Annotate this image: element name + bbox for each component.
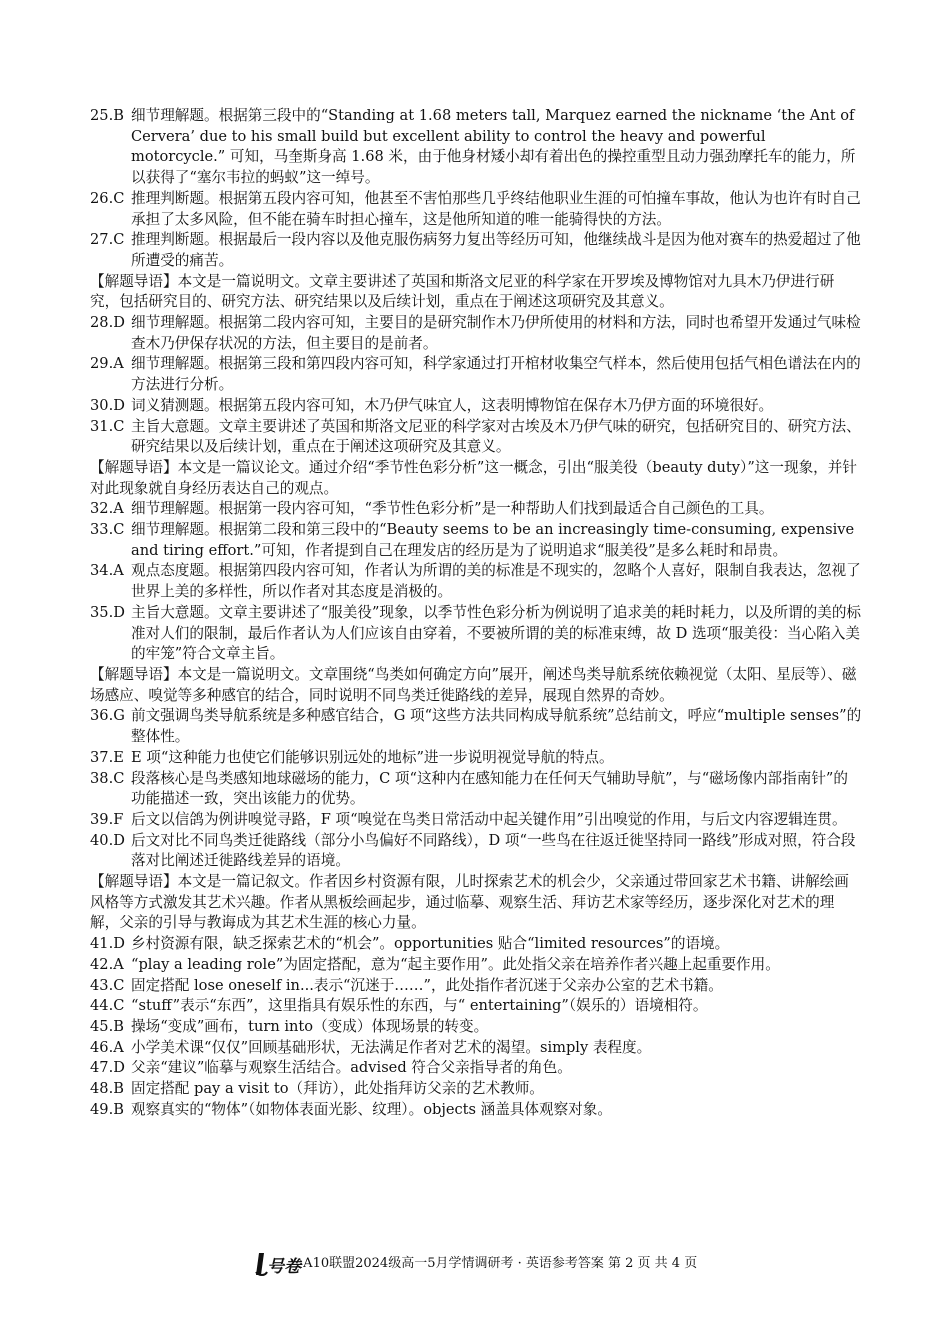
answer-number: 26.C — [90, 189, 125, 207]
answer-item — [90, 996, 862, 1017]
guide-paragraph — [90, 872, 862, 934]
answer-item — [90, 520, 862, 561]
answer-number: 33.C — [90, 521, 125, 539]
answer-item — [90, 810, 862, 831]
guide-text: 【解题导语】本文是一篇说明文。文章主要讲述了英国和斯洛文尼亚的科学家在开罗埃及博物馆对九具木乃伊进行研究，包括研究目的、研究方法、研究结果以及后续计划，重点在于阐述这项研究及其意义。 — [90, 272, 835, 311]
answer-number: 38.C — [90, 769, 125, 787]
answer-item — [90, 106, 862, 189]
answer-number: 44.C — [90, 997, 125, 1015]
answer-explanation: 固定搭配 pay a visit to（拜访），此处指拜访父亲的艺术教师。 — [131, 1080, 544, 1098]
answer-number: 37.E — [90, 748, 124, 766]
answer-item — [90, 1079, 862, 1100]
guide-paragraph — [90, 272, 862, 313]
answer-explanation: 父亲“建议”临摹与观察生活结合。advised 符合父亲指导者的角色。 — [131, 1059, 572, 1077]
answer-item — [90, 1100, 862, 1121]
answer-item — [90, 934, 862, 955]
answer-number: 34.A — [90, 562, 124, 580]
answer-explanation: 观察真实的“物体”（如物体表面光影、纹理）。objects 涵盖具体观察对象。 — [131, 1100, 612, 1118]
answer-explanation: 细节理解题。根据第二段和第三段中的“Beauty seems to be an increasingly time-consuming, expensive and tiring effort.”可知，作者提到自己在理发店的经历是为了说明追求“服美役”是多么耗时和昂贵。 — [131, 521, 855, 559]
answer-explanation: 后文以信鸽为例讲嗅觉寻路，F 项“嗅觉在鸟类日常活动中起关键作用”引出嗅觉的作用，与后文内容逻辑连贯。 — [131, 810, 847, 828]
answer-number: 31.C — [90, 417, 125, 435]
answer-item — [90, 748, 862, 769]
answer-explanation: 后文对比不同鸟类迁徙路线（部分小鸟偏好不同路线），D 项“一些鸟在往返迁徙坚持同一路线”形成对照，符合段落对比阐述迁徙路线差异的语境。 — [131, 831, 856, 870]
answer-number: 30.D — [90, 396, 125, 414]
answer-number: 48.B — [90, 1080, 124, 1098]
answer-number: 43.C — [90, 976, 125, 994]
answer-number: 42.A — [90, 955, 124, 973]
answer-explanation: 固定搭配 lose oneself in...表示“沉迷于……”，此处指作者沉迷于父亲办公室的艺术书籍。 — [131, 976, 723, 994]
answer-explanation: 推理判断题。根据最后一段内容以及他克服伤病努力复出等经历可知，他继续战斗是因为他对赛车的热爱超过了他所遭受的痛苦。 — [131, 231, 861, 269]
answer-explanation: 观点态度题。根据第四段内容可知，作者认为所谓的美的标准是不现实的，忽略个人喜好，限制自我表达，忽视了世界上美的多样性，所以作者对其态度是消极的。 — [131, 562, 861, 601]
answer-item — [90, 561, 862, 602]
answer-number: 32.A — [90, 500, 124, 518]
answer-item — [90, 955, 862, 976]
answer-item — [90, 1038, 862, 1059]
svg-text:号卷: 号卷 — [266, 1257, 301, 1277]
answer-explanation: E 项“这种能力也使它们能够识别远处的地标”进一步说明视觉导航的特点。 — [131, 748, 614, 766]
answer-number: 46.A — [90, 1038, 124, 1056]
answer-explanation: 操场“变成”画布，turn into（变成）体现场景的转变。 — [131, 1017, 489, 1035]
answer-item — [90, 603, 862, 665]
answer-item — [90, 499, 862, 520]
footer-text: · A10联盟2024级高一5月学情调研考 · 英语参考答案 第 2 页 共 4 页 — [294, 1256, 698, 1271]
answer-number: 35.D — [90, 603, 125, 621]
guide-text: 【解题导语】本文是一篇记叙文。作者因乡村资源有限，儿时探索艺术的机会少，父亲通过带回家艺术书籍、讲解绘画风格等方式激发其艺术兴趣。作者从黑板绘画起步，通过临摹、观察生活、拜访艺术家等经历，逐步深化对艺术的理解，父亲的引导与教诲成为其艺术生涯的核心力量。 — [90, 873, 849, 932]
answer-item — [90, 1058, 862, 1079]
answer-number: 39.F — [90, 810, 124, 828]
answer-explanation: 前文强调鸟类导航系统是多种感官结合，G 项“这些方法共同构成导航系统”总结前文，呼应“multiple senses”的整体性。 — [131, 707, 862, 746]
answer-explanation: “play a leading role”为固定搭配，意为“起主要作用”。此处指父亲在培养作者兴趣上起重要作用。 — [131, 955, 780, 973]
guide-paragraph — [90, 458, 862, 499]
page-footer — [0, 1251, 950, 1277]
answer-explanation: 细节理解题。根据第二段内容可知，主要目的是研究制作木乃伊所使用的材料和方法，同时也希望开发通过气味检查木乃伊保存状况的方法，但主要目的是前者。 — [131, 314, 861, 352]
answer-item — [90, 417, 862, 458]
answer-explanation: 推理判断题。根据第五段内容可知，他甚至不害怕那些几乎终结他职业生涯的可怕撞车事故，他认为也许有时自己承担了太多风险，但不能在骑车时担心撞车，这是他所知道的唯一能骑得快的方法。 — [131, 189, 861, 228]
answer-number: 29.A — [90, 355, 124, 373]
answer-number: 28.D — [90, 314, 125, 332]
answer-item — [90, 831, 862, 872]
answer-item — [90, 230, 862, 271]
answer-explanation: 细节理解题。根据第三段和第四段内容可知，科学家通过打开棺材收集空气样本，然后使用包括气相色谱法在内的方法进行分析。 — [131, 355, 861, 394]
brand-logo-icon — [253, 1251, 301, 1277]
answer-explanation: “stuff”表示“东西”，这里指具有娱乐性的东西，与“ entertaining”（娱乐的）语境相符。 — [131, 997, 708, 1015]
answer-item — [90, 976, 862, 997]
answer-content — [90, 106, 862, 1120]
guide-text: 【解题导语】本文是一篇说明文。文章围绕“鸟类如何确定方向”展开，阐述鸟类导航系统依赖视觉（太阳、星辰等）、磁场感应、嗅觉等多种感官的结合，同时说明不同鸟类迁徙路线的差异，展现自然界的奇妙。 — [90, 665, 857, 704]
answer-explanation: 词义猜测题。根据第五段内容可知，木乃伊气味宜人，这表明博物馆在保存木乃伊方面的环境很好。 — [131, 396, 774, 414]
answer-number: 49.B — [90, 1100, 124, 1118]
answer-explanation: 主旨大意题。文章主要讲述了“服美役”现象，以季节性色彩分析为例说明了追求美的耗时耗力，以及所谓的美的标准对人们的限制，最后作者认为人们应该自由穿着，不要被所谓的美的标准束缚，故 D 选项“服美役：当心陷入美的牢笼”符合文章主旨。 — [131, 603, 862, 663]
answer-item — [90, 769, 862, 810]
answer-explanation: 小学美术课“仅仅”回顾基础形状，无法满足作者对艺术的渴望。simply 表程度。 — [131, 1038, 652, 1056]
answer-number: 47.D — [90, 1059, 125, 1077]
answer-number: 40.D — [90, 831, 125, 849]
answer-item — [90, 313, 862, 354]
answer-item — [90, 396, 862, 417]
guide-text: 【解题导语】本文是一篇议论文。通过介绍“季节性色彩分析”这一概念，引出“服美役（beauty duty）”这一现象，并针对此现象就自身经历表达自己的观点。 — [90, 458, 857, 497]
answer-explanation: 细节理解题。根据第一段内容可知，“季节性色彩分析”是一种帮助人们找到最适合自己颜色的工具。 — [131, 500, 774, 518]
answer-number: 41.D — [90, 935, 125, 953]
answer-item — [90, 1017, 862, 1038]
guide-paragraph — [90, 665, 862, 706]
answer-explanation: 主旨大意题。文章主要讲述了英国和斯洛文尼亚的科学家对古埃及木乃伊气味的研究，包括研究目的、研究方法、研究结果以及后续计划，重点在于阐述这项研究及其意义。 — [131, 417, 861, 456]
answer-item — [90, 706, 862, 747]
answer-explanation: 乡村资源有限，缺乏探索艺术的“机会”。opportunities 贴合“limited resources”的语境。 — [131, 935, 730, 953]
answer-explanation: 细节理解题。根据第三段中的“Standing at 1.68 meters tall, Marquez earned the nickname ‘the Ant of Cervera’ due to his small build but excellent ability to control the heavy and powerful motorcycle.” 可知，马奎斯身高 1.68 米，由于他身材矮小却有着出色的操控重型且动力强劲摩托车的能力，所以获得了“塞尔韦拉的蚂蚁”这一绰号。 — [131, 107, 856, 187]
answer-explanation: 段落核心是鸟类感知地球磁场的能力，C 项“这种内在感知能力在任何天气辅助导航”，与“磁场像内部指南针”的功能描述一致，突出该能力的优势。 — [131, 769, 848, 808]
answer-item — [90, 189, 862, 230]
answer-number: 45.B — [90, 1017, 124, 1035]
answer-number: 25.B — [90, 107, 124, 124]
answer-item — [90, 354, 862, 395]
answer-number: 27.C — [90, 231, 125, 249]
answer-number: 36.G — [90, 707, 125, 725]
